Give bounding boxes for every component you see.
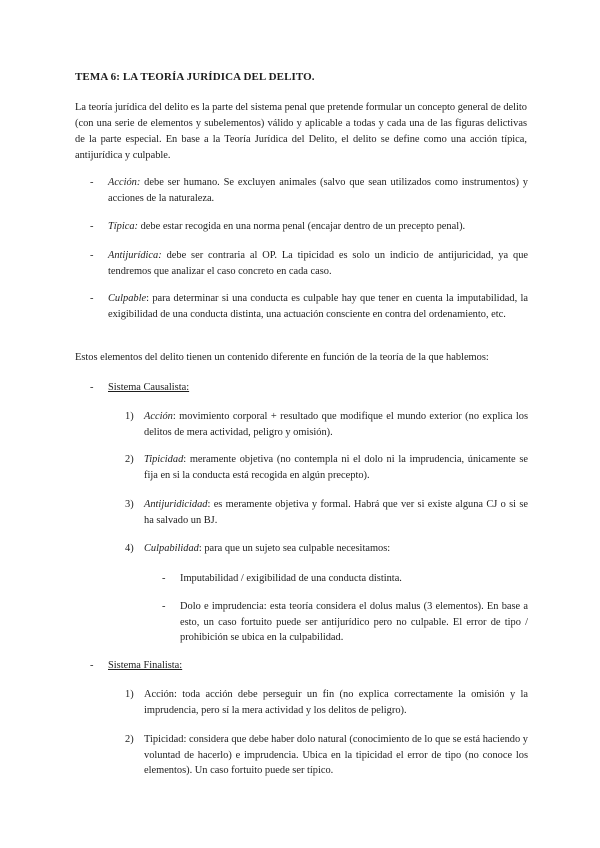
element-term: Típica:	[108, 221, 139, 232]
element-accion	[108, 175, 528, 206]
finalista-item: Acción: toda acción debe perseguir un fin (no explica correctamente la omisión y la imprudencia, pero sí la mera actividad y los delitos de peligro).	[144, 689, 528, 716]
item-text: : para que un sujeto sea culpable necesitamos:	[198, 543, 391, 554]
causalista-item	[144, 452, 528, 483]
list-number: 1)	[125, 689, 134, 700]
bullet-dash: -	[162, 601, 166, 612]
element-text: debe ser contraria al OP. La tipicidad es solo un indicio de antijuricidad, ya que tendremos que analizar el caso concreto en cada caso.	[108, 250, 528, 277]
list-number: 1)	[125, 411, 134, 422]
bullet-dash: -	[90, 382, 94, 393]
element-term: Acción:	[108, 177, 141, 188]
causalista-sub-item: Imputabilidad / exigibilidad de una conducta distinta.	[180, 573, 402, 584]
item-term: Acción	[144, 411, 173, 422]
list-number: 3)	[125, 499, 134, 510]
bullet-dash: -	[90, 250, 94, 261]
finalista-item: Tipicidad: considera que debe haber dolo natural (conocimiento de lo que se está haciendo y voluntad de hacerlo) e imprudencia. Ubica en la tipicidad el error de tipo (no conoce los elementos). Un caso fortuito puede ser típico.	[144, 734, 528, 776]
item-text: : movimiento corporal + resultado que modifique el mundo exterior (no explica los delitos de mera actividad, peligro y omisión).	[144, 411, 528, 438]
heading-sistema-finalista: Sistema Finalista:	[108, 660, 183, 671]
causalista-item	[144, 409, 528, 440]
item-term: Tipicidad	[144, 454, 184, 465]
element-term: Culpable	[108, 293, 147, 304]
document-title: TEMA 6: LA TEORÍA JURÍDICA DEL DELITO.	[75, 71, 315, 83]
bullet-dash: -	[162, 573, 166, 584]
list-number: 4)	[125, 543, 134, 554]
causalista-item	[144, 497, 528, 528]
bullet-dash: -	[90, 660, 94, 671]
causalista-sub-item: Dolo e imprudencia: esta teoría considera el dolus malus (3 elementos). En base a esto, un caso fortuito puede ser antijurídico pero no culpable. El error de tipo / prohibición se ubica en la culpabilidad.	[180, 601, 528, 643]
bullet-dash: -	[90, 221, 94, 232]
element-text: : para determinar si una conducta es culpable hay que tener en cuenta la imputabilidad, la exigibilidad de una conducta distinta, una actuación consciente en contra del ordenamiento, etc.	[108, 293, 528, 320]
item-text: : es meramente objetiva y formal. Habrá que ver si existe alguna CJ o si se ha salvado un BJ.	[144, 499, 528, 526]
bullet-dash: -	[90, 177, 94, 188]
element-culpable	[108, 291, 528, 322]
list-number: 2)	[125, 454, 134, 465]
element-term: Antijurídica:	[108, 250, 162, 261]
intro-paragraph: La teoría jurídica del delito es la parte del sistema penal que pretende formular un concepto general de delito (con una serie de elementos y subelementos) válido y aplicable a todas y cada una de las figuras delictivas de la parte especial. En base a la Teoría Jurídica del Delito, el delito se define como una acción típica, antijurídica y culpable.	[75, 102, 527, 161]
item-text: : meramente objetiva (no contempla ni el dolo ni la imprudencia, únicamente se fija en si la conducta está recogida en algún precepto).	[144, 454, 528, 481]
heading-sistema-causalista: Sistema Causalista:	[108, 382, 190, 393]
item-term: Antijuridicidad	[144, 499, 208, 510]
element-text: debe estar recogida en una norma penal (encajar dentro de un precepto penal).	[138, 221, 466, 232]
list-number: 2)	[125, 734, 134, 745]
element-antijuridica	[108, 248, 528, 279]
item-term: Culpabilidad	[144, 543, 199, 554]
systems-intro: Estos elementos del delito tienen un contenido diferente en función de la teoría de la que hablemos:	[75, 352, 489, 363]
bullet-dash: -	[90, 293, 94, 304]
element-text: debe ser humano. Se excluyen animales (salvo que sean utilizados como instrumentos) y acciones de la naturaleza.	[108, 177, 528, 204]
element-tipica	[108, 219, 528, 235]
causalista-item	[144, 541, 528, 557]
